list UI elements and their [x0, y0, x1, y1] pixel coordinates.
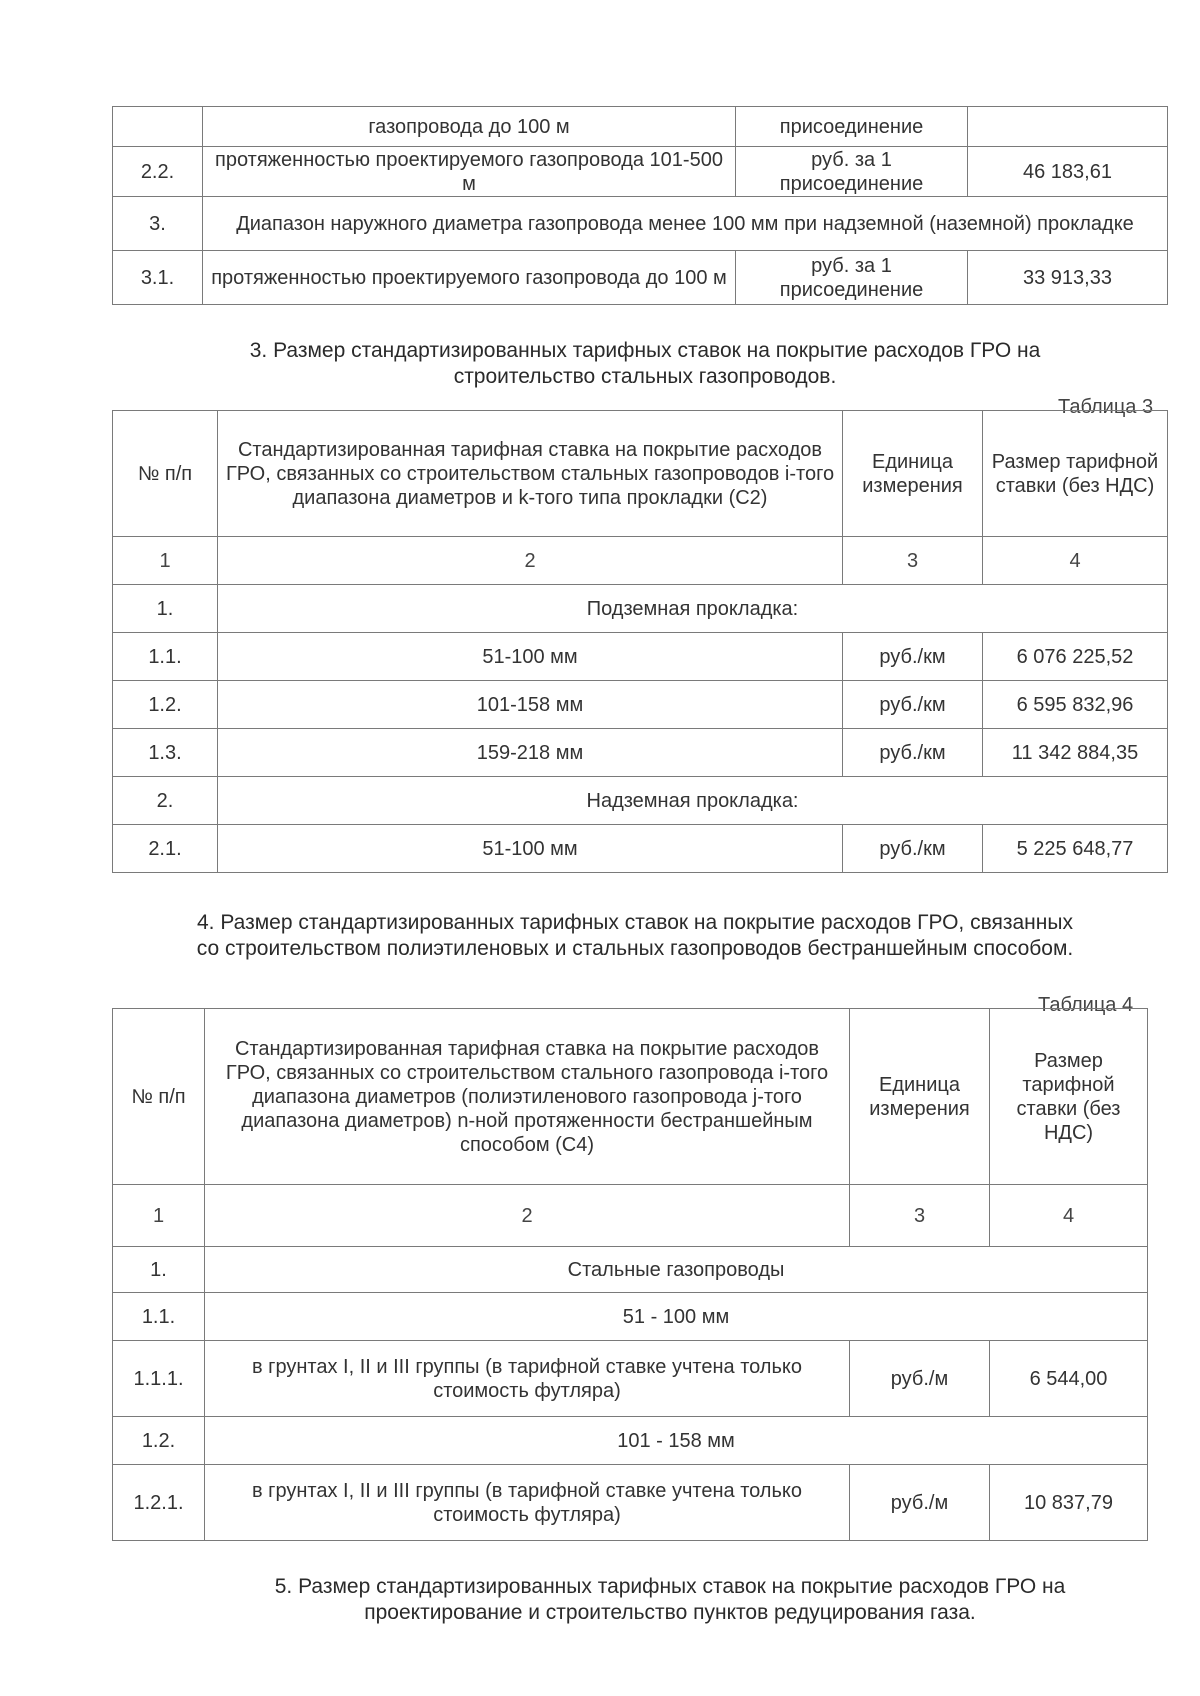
column-number-row: [113, 537, 1168, 585]
row-value: 46 183,61: [968, 147, 1168, 197]
table-row: [113, 1465, 1148, 1541]
row-name: газопровода до 100 м: [203, 107, 736, 147]
colnum: 1: [113, 537, 218, 585]
row-unit: руб./м: [850, 1341, 990, 1417]
table-header-row: [113, 411, 1168, 537]
table-row: [113, 633, 1168, 681]
row-unit: руб./км: [843, 681, 983, 729]
table-section-row: [113, 1247, 1148, 1293]
row-number: 1.: [113, 585, 218, 633]
table-3: [112, 410, 1168, 873]
table-4-label: Таблица 4: [1038, 994, 1134, 1016]
row-name: в грунтах I, II и III группы (в тарифной ставке учтена только стоимость футляра): [205, 1465, 850, 1541]
table-section-row: [113, 777, 1168, 825]
colnum: 4: [983, 537, 1168, 585]
header-number: № п/п: [113, 411, 218, 537]
table-section-row: [113, 197, 1168, 251]
header-value: Размер тарифной ставки (без НДС): [990, 1009, 1148, 1185]
row-unit: руб. за 1 присоединение: [736, 251, 968, 305]
row-value: 11 342 884,35: [983, 729, 1168, 777]
header-number: № п/п: [113, 1009, 205, 1185]
row-name: 101-158 мм: [218, 681, 843, 729]
table-row: [113, 681, 1168, 729]
row-unit: руб./км: [843, 633, 983, 681]
row-name: в грунтах I, II и III группы (в тарифной ставке учтена только стоимость футляра): [205, 1341, 850, 1417]
row-value: 6 076 225,52: [983, 633, 1168, 681]
section-title: Стальные газопроводы: [205, 1247, 1148, 1293]
colnum: 1: [113, 1185, 205, 1247]
colnum: 2: [205, 1185, 850, 1247]
row-name: 51-100 мм: [218, 633, 843, 681]
section-5-heading: 5. Размер стандартизированных тарифных ставок на покрытие расходов ГРО на проектирование и строительство пунктов редуцирования газа.: [274, 1575, 1066, 1624]
row-number: 2.1.: [113, 825, 218, 873]
row-unit: руб./км: [843, 729, 983, 777]
table-3-label: Таблица 3: [1058, 396, 1154, 418]
table-header-row: [113, 1009, 1148, 1185]
section-title: 101 - 158 мм: [205, 1417, 1148, 1465]
table-section-row: [113, 585, 1168, 633]
row-value: 33 913,33: [968, 251, 1168, 305]
row-number: 1.1.: [113, 1293, 205, 1341]
row-name: 51-100 мм: [218, 825, 843, 873]
column-number-row: [113, 1185, 1148, 1247]
row-number: [113, 107, 203, 147]
section-3-heading: 3. Размер стандартизированных тарифных ставок на покрытие расходов ГРО на строительство стальных газопроводов.: [249, 339, 1041, 388]
row-number: 3.: [113, 197, 203, 251]
row-number: 1.: [113, 1247, 205, 1293]
row-number: 1.1.1.: [113, 1341, 205, 1417]
row-number: 1.2.: [113, 681, 218, 729]
row-number: 1.3.: [113, 729, 218, 777]
table-row: [113, 251, 1168, 305]
row-unit: руб./км: [843, 825, 983, 873]
header-value: Размер тарифной ставки (без НДС): [983, 411, 1168, 537]
row-number: 1.1.: [113, 633, 218, 681]
header-name: Стандартизированная тарифная ставка на покрытие расходов ГРО, связанных со строительством стальных газопроводов i-того диапазона диаметров и k-того типа прокладки (С2): [218, 411, 843, 537]
header-name: Стандартизированная тарифная ставка на покрытие расходов ГРО, связанных со строительством стального газопровода i-того диапазона диаметров (полиэтиленового газопровода j-того диапазона диаметров) n-ной протяженности бестраншейным способом (С4): [205, 1009, 850, 1185]
row-unit: руб. за 1 присоединение: [736, 147, 968, 197]
table-row: [113, 825, 1168, 873]
section-4-heading: 4. Размер стандартизированных тарифных ставок на покрытие расходов ГРО, связанных со строительством полиэтиленовых и стальных газопроводов бестраншейным способом.: [196, 911, 1074, 960]
table-row: [113, 729, 1168, 777]
table-row: [113, 1341, 1148, 1417]
header-unit: Единица измерения: [850, 1009, 990, 1185]
table-row: [113, 107, 1168, 147]
row-number: 2.2.: [113, 147, 203, 197]
row-number: 3.1.: [113, 251, 203, 305]
row-unit: присоединение: [736, 107, 968, 147]
header-unit: Единица измерения: [843, 411, 983, 537]
row-value: 5 225 648,77: [983, 825, 1168, 873]
row-name: протяженностью проектируемого газопровода до 100 м: [203, 251, 736, 305]
row-unit: руб./м: [850, 1465, 990, 1541]
colnum: 3: [850, 1185, 990, 1247]
table-row: [113, 147, 1168, 197]
colnum: 4: [990, 1185, 1148, 1247]
table-section-row: [113, 1417, 1148, 1465]
section-title: Диапазон наружного диаметра газопровода менее 100 мм при надземной (наземной) прокладке: [203, 197, 1168, 251]
row-value: [968, 107, 1168, 147]
continuation-table: [112, 106, 1168, 305]
row-value: 10 837,79: [990, 1465, 1148, 1541]
row-name: 159-218 мм: [218, 729, 843, 777]
row-name: протяженностью проектируемого газопровода 101-500 м: [203, 147, 736, 197]
table-section-row: [113, 1293, 1148, 1341]
section-title: Надземная прокладка:: [218, 777, 1168, 825]
row-number: 1.2.1.: [113, 1465, 205, 1541]
colnum: 2: [218, 537, 843, 585]
section-title: Подземная прокладка:: [218, 585, 1168, 633]
row-number: 1.2.: [113, 1417, 205, 1465]
section-title: 51 - 100 мм: [205, 1293, 1148, 1341]
table-4: [112, 1008, 1148, 1541]
row-value: 6 595 832,96: [983, 681, 1168, 729]
row-value: 6 544,00: [990, 1341, 1148, 1417]
colnum: 3: [843, 537, 983, 585]
row-number: 2.: [113, 777, 218, 825]
